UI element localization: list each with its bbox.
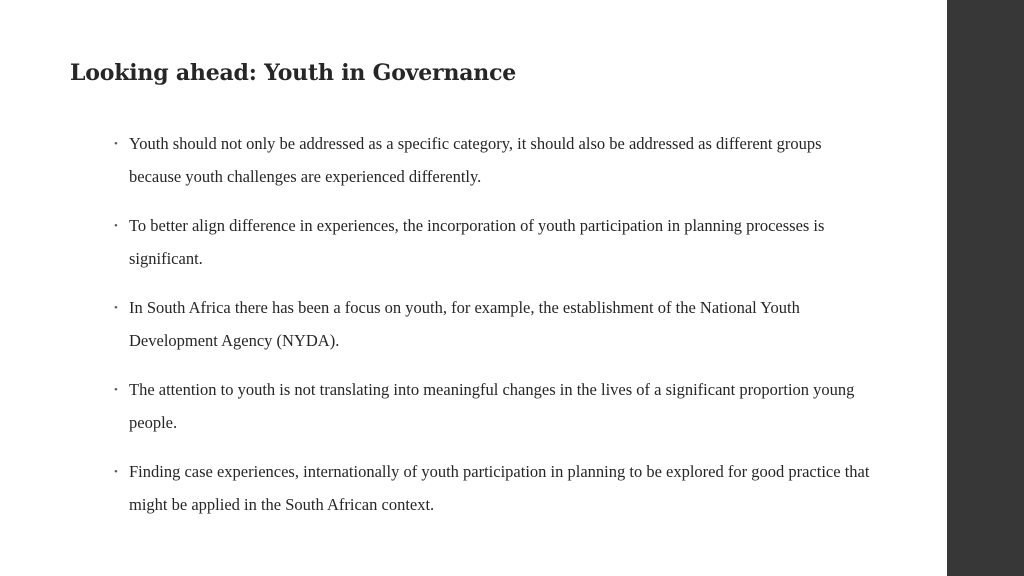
bullet-dot-icon: •	[114, 384, 118, 396]
bullet-text: Finding case experiences, internationally of youth participation in planning to be explored for good practice that might be applied in the South African context.	[129, 462, 870, 514]
bullet-dot-icon: •	[114, 138, 118, 150]
bullet-text: The attention to youth is not translating into meaningful changes in the lives of a significant proportion young people.	[129, 380, 855, 432]
bullet-dot-icon: •	[114, 220, 118, 232]
side-bar	[947, 0, 1024, 576]
bullet-item	[112, 128, 872, 193]
bullet-item	[112, 210, 872, 275]
bullet-dot-icon: •	[114, 466, 118, 478]
bullet-item	[112, 456, 872, 521]
bullet-dot-icon: •	[114, 302, 118, 314]
bullet-item	[112, 292, 872, 357]
bullet-list	[112, 128, 872, 538]
bullet-text: Youth should not only be addressed as a specific category, it should also be addressed as different groups because youth challenges are experienced differently.	[129, 134, 822, 186]
bullet-item	[112, 374, 872, 439]
bullet-text: In South Africa there has been a focus on youth, for example, the establishment of the National Youth Development Agency (NYDA).	[129, 298, 800, 350]
slide-title: Looking ahead: Youth in Governance	[70, 60, 517, 86]
bullet-text: To better align difference in experiences, the incorporation of youth participation in planning processes is significant.	[129, 216, 825, 268]
